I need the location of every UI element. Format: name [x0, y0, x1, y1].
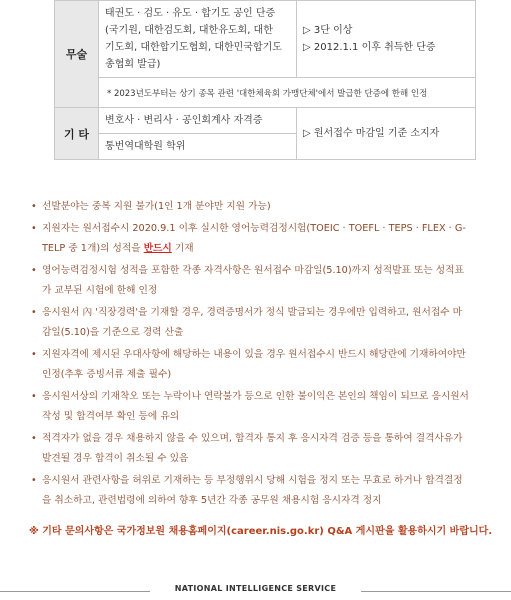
martial-arts-requirement — [297, 1, 476, 78]
detail-line: 태권도 · 검도 · 유도 · 합기도 공인 단증 — [105, 8, 276, 19]
table-row — [55, 1, 476, 78]
note-text: 지원자는 원서접수시 2020.9.1 이후 실시한 영어능력검정시험(TOEIC · TOEFL · TEPS · FLEX · G-TELP 중 1개)의 성적을 — [42, 223, 466, 254]
notes-list — [31, 197, 471, 513]
bullet-icon: • — [31, 475, 37, 486]
other-detail: 변호사 · 변리사 · 공인회계사 자격증 — [99, 108, 297, 134]
list-item — [31, 261, 471, 301]
other-requirement: ▷ 원서접수 마감일 기준 소지자 — [297, 108, 476, 160]
requirement-line: ▷ 3단 이상 — [303, 25, 353, 36]
note-text: 응시원서 관련사항을 허위로 기재하는 등 부정행위시 당해 시험을 정지 또는 무효로 하거나 합격결정을 취소하고, 관련법령에 의하여 향후 5년간 각종 공무원 채용시험 응시자격 정지 — [42, 475, 463, 506]
category-other: 기 타 — [55, 108, 99, 160]
detail-line: 총협회 발급) — [105, 59, 161, 70]
list-item — [31, 197, 471, 217]
bullet-icon: • — [31, 265, 37, 276]
table-row — [55, 78, 476, 108]
category-martial-arts: 무술 — [55, 1, 99, 108]
footer-org-name: NATIONAL INTELLIGENCE SERVICE — [174, 584, 337, 593]
bullet-icon: • — [31, 433, 37, 444]
note-text: 영어능력검정시험 성적을 포함한 각종 자격사항은 원서접수 마감일(5.10)까지 성적발표 또는 성적표가 교부된 시험에 한해 인정 — [42, 265, 464, 296]
detail-line: (국기원, 대한검도회, 대한유도회, 대한 — [105, 25, 273, 36]
list-item — [31, 345, 471, 385]
bullet-icon: • — [31, 307, 37, 318]
other-detail: 통번역대학원 학위 — [99, 134, 297, 160]
emphasis-text: 반드시 — [143, 243, 172, 254]
list-item — [31, 471, 471, 511]
list-item — [31, 429, 471, 469]
qualification-table — [54, 0, 476, 160]
list-item — [31, 219, 471, 259]
note-text: 지원자격에 제시된 우대사항에 해당하는 내용이 있을 경우 원서접수시 반드시 해당란에 기재하여야만 인정(추후 증빙서류 제출 필수) — [42, 349, 466, 380]
bullet-icon: • — [31, 391, 37, 402]
note-text: 응시원서상의 기재착오 또는 누락이나 연락불가 등으로 인한 불이익은 본인의 책임이 되므로 응시원서 작성 및 합격여부 확인 등에 유의 — [42, 391, 469, 422]
requirement-line: ▷ 2012.1.1 이후 취득한 단증 — [303, 42, 436, 53]
note-text: 응시원서 內 '직장경력'을 기재할 경우, 경력증명서가 정식 발급되는 경우에만 입력하고, 원서접수 마감일(5.10)을 기준으로 경력 산출 — [42, 307, 463, 338]
note-text: 기재 — [171, 243, 194, 254]
contact-notice: ※ 기타 문의사항은 국가정보원 채용홈페이지(career.nis.go.kr) Q&A 게시판을 활용하시기 바랍니다. — [29, 526, 493, 537]
martial-arts-detail — [99, 1, 297, 78]
bullet-icon: • — [31, 201, 37, 212]
note-text: 선발분야는 중복 지원 불가(1인 1개 분야만 지원 가능) — [42, 201, 271, 212]
detail-line: 기도회, 대한합기도협회, 대한민국합기도 — [105, 42, 282, 53]
note-text: 적격자가 없을 경우 채용하지 않을 수 있으며, 합격자 통지 후 응시자격 검증 등을 통하여 결격사유가 발견될 경우 합격이 취소될 수 있음 — [42, 433, 463, 464]
list-item — [31, 387, 471, 427]
list-item — [31, 303, 471, 343]
bullet-icon: • — [31, 349, 37, 360]
table-row — [55, 108, 476, 134]
martial-arts-note: * 2023년도부터는 상기 종목 관련 '대한체육회 가맹단체'에서 발급한 단증에 한해 인정 — [99, 78, 476, 108]
bullet-icon: • — [31, 223, 37, 234]
